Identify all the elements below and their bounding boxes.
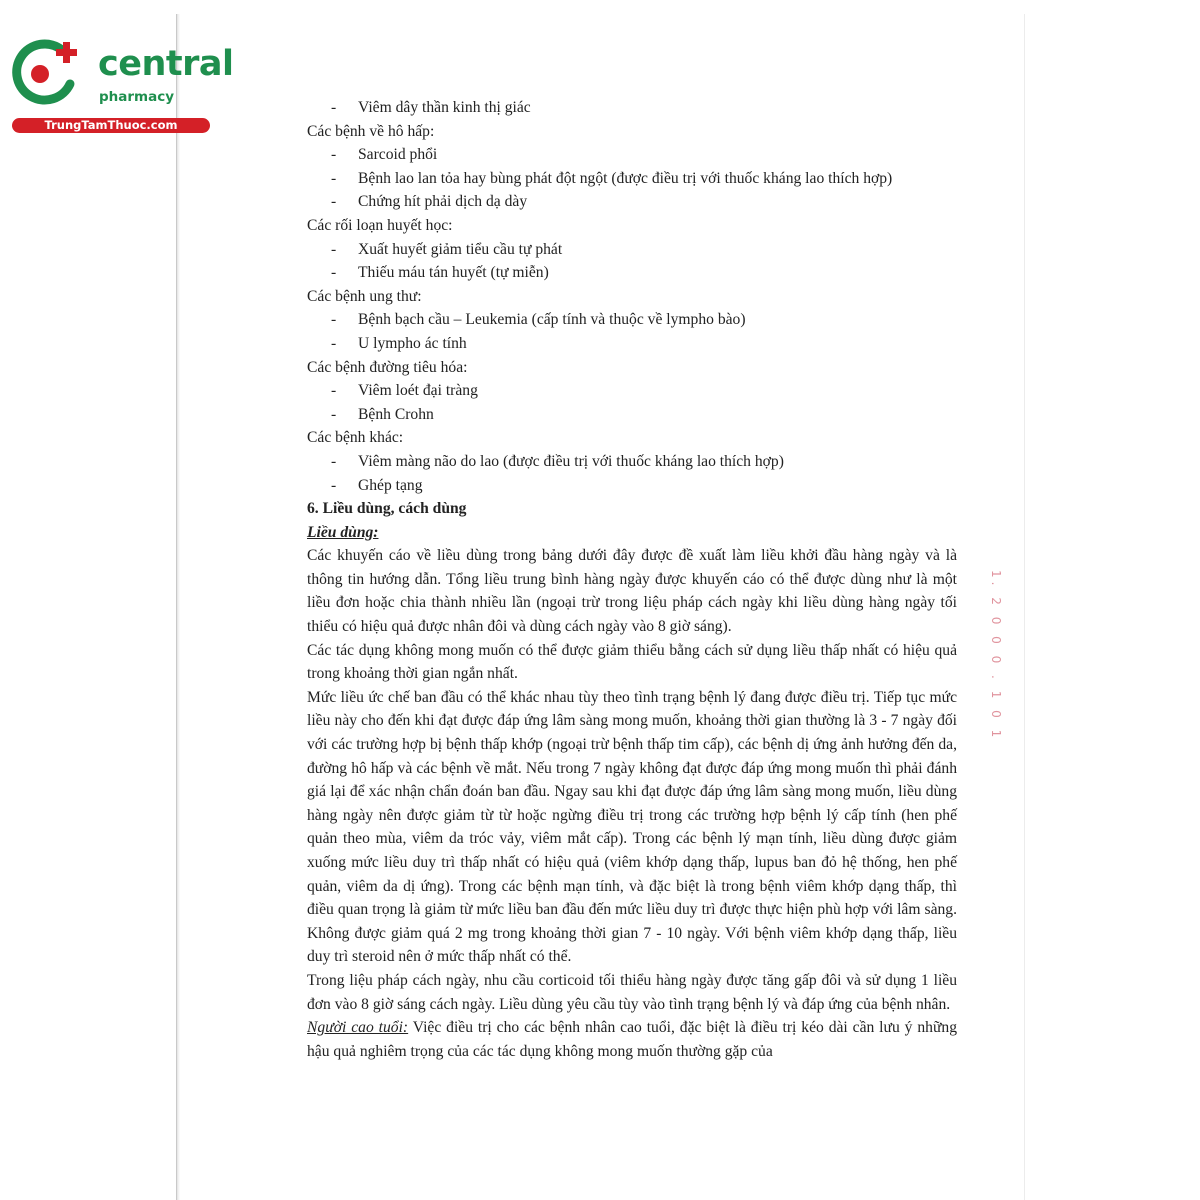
group-title: Các bệnh về hô hấp: [307,122,435,140]
elderly-paragraph [307,1016,957,1063]
page-right-edge [1024,14,1025,1200]
list-item: - Bệnh Crohn [331,405,434,423]
list-item: - Bệnh lao lan tỏa hay bùng phát đột ngột (được điều trị với thuốc kháng lao thích hợp) [331,169,893,187]
paragraph: Trong liệu pháp cách ngày, nhu cầu corticoid tối thiểu hàng ngày được tăng gấp đôi và sử dụng 1 liều đơn vào 8 giờ sáng cách ngày. Liều dùng yêu cầu tùy vào tình trạng bệnh lý và đáp ứng của bệnh nhân. [307,971,957,1013]
logo-url-badge[interactable]: TrungTamThuoc.com [12,118,210,133]
elderly-label: Người cao tuổi: [307,1019,409,1037]
paragraph: Mức liều ức chế ban đầu có thể khác nhau tùy theo tình trạng bệnh lý đang được điều trị. Tiếp tục mức liều này cho đến khi đạt được đáp ứng lâm sàng mong muốn, khoảng thời gian thường là 3 - 7 ngày đối với các trường hợp bị bệnh thấp khớp (ngoại trừ bệnh thấp tim cấp), các bệnh dị ứng ảnh hưởng đến da, đường hô hấp và các bệnh về mắt. Nếu trong 7 ngày không đạt được đáp ứng mong muốn thì phải đánh giá lại để xác nhận chẩn đoán ban đầu. Ngay sau khi đạt được đáp ứng lâm sàng mong muốn, liều dùng hàng ngày nên được giảm từ từ hoặc ngừng điều trị trong các trường hợp bệnh lý cấp tính (hen phế quản theo mùa, viêm da tróc vảy, viêm mắt cấp). Trong các bệnh lý mạn tính, liều dùng được giảm xuống mức liều duy trì thấp nhất có hiệu quả (viêm khớp dạng thấp, lupus ban đỏ hệ thống, hen phế quản, viêm da dị ứng). Trong các bệnh mạn tính, và đặc biệt là trong bệnh viêm khớp dạng thấp, thì điều quan trọng là giảm từ mức liều ban đầu đến mức liều duy trì được thực hiện phù hợp với lâm sàng. Không được giảm quá 2 mg trong khoảng thời gian 7 - 10 ngày. Với bệnh viêm khớp dạng thấp, liều duy trì steroid nên ở mức thấp nhất có thể. [307,688,957,966]
list-item: - U lympho ác tính [331,334,467,352]
logo-subtitle: pharmacy [99,89,175,105]
page-stamp: 1. 2 0 0 0 . 1 0 1 [989,570,1003,742]
list-item: - Thiếu máu tán huyết (tự miễn) [331,264,549,282]
list-item: - Xuất huyết giảm tiểu cầu tự phát [331,240,563,258]
list-item: - Sarcoid phổi [331,146,438,164]
list-item: - Chứng hít phải dịch dạ dày [331,193,528,211]
list-item: - Ghép tạng [331,476,423,494]
group-title: Các rối loạn huyết học: [307,216,453,234]
central-pharmacy-logo [10,38,234,138]
paragraph: Các tác dụng không mong muốn có thể được giảm thiểu bằng cách sử dụng liều thấp nhất có hiệu quả trong khoảng thời gian ngắn nhất. [307,641,957,683]
list-item: - Viêm màng não do lao (được điều trị với thuốc kháng lao thích hợp) [331,452,784,470]
list-item: - Bệnh bạch cầu – Leukemia (cấp tính và thuộc về lympho bào) [331,311,746,329]
paragraph: Các khuyến cáo về liều dùng trong bảng dưới đây được đề xuất làm liều khởi đầu hàng ngày và là thông tin hướng dẫn. Tổng liều trung bình hàng ngày được khuyến cáo có thể được dùng như là một liều đơn hoặc chia thành nhiều lần (ngoại trừ trong liệu pháp cách ngày khi liều dùng hàng ngày tối thiểu có hiệu quả được nhân đôi và dùng cách ngày vào 8 giờ sáng). [307,547,957,636]
list-item: - Viêm loét đại tràng [331,382,478,400]
pharmacy-cross-icon [10,38,84,108]
list-item: - Viêm dây thần kinh thị giác [331,99,531,116]
logo-name: central [98,44,234,84]
document-body [307,96,957,1063]
page-left-shadow [177,14,180,1200]
elderly-text: Việc điều trị cho các bệnh nhân cao tuổi, đặc biệt là điều trị kéo dài cần lưu ý những hậu quả nghiêm trọng của các tác dụng không mong muốn thường gặp của [307,1019,958,1060]
dosage-subheading: Liều dùng: [307,523,379,541]
group-title: Các bệnh ung thư: [307,287,422,305]
section-heading: 6. Liều dùng, cách dùng [307,500,467,518]
group-title: Các bệnh đường tiêu hóa: [307,358,468,376]
group-title: Các bệnh khác: [307,429,404,447]
